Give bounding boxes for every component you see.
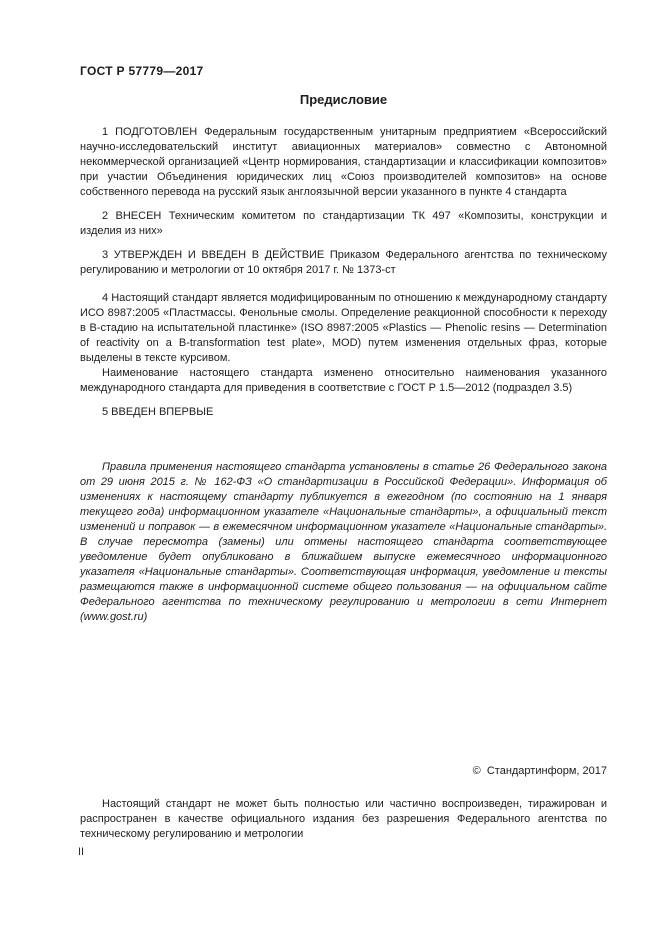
- legal-application-note: Правила применения настоящего стандарта установлены в статье 26 Федерального закона от 29 июня 2015 г. № 162-ФЗ «О стандартизации в Российской Федерации». Информация об изменениях к настоящему стандарту публикуется в ежегодном (по состоянию на 1 января текущего года) информационном указателе «Национальные стандарты», а официальный текст изменений и поправок — в ежемесячном информационном указателе «Национальные стандарты». В случае пересмотра (замены) или отмены настоящего стандарта соответствующее уведомление будет опубликовано в ближайшем выпуске ежемесячного информационного указателя «Национальные стандарты». Соответствующая информация, уведомление и тексты размещаются также в информационной системе общего пользования — на официальном сайте Федерального агентства по техническому регулированию и метрологии в сети Интернет (www.gost.ru): [80, 461, 607, 623]
- preface-item-4: 4 Настоящий стандарт является модифицированным по отношению к международному стандарту ИСО 8987:2005 «Пластмассы. Фенольные смолы. Определение реакционной способности к переходу в В-стадию на испытательной пластинке» (ISO 8987:2005 «Plastics — Phenolic resins — Determination of reactivity on a B-transformation test plate», MOD) путем изменения отдельных фраз, которые выделены в тексте курсивом.: [80, 292, 607, 364]
- preface-content: [80, 64, 607, 625]
- copyright-notice: © Стандартинформ, 2017: [472, 765, 607, 777]
- preface-item-4-note: Наименование настоящего стандарта изменено относительно наименования указанного международного стандарта для приведения в соответствие с ГОСТ Р 1.5—2012 (подраздел 3.5): [80, 367, 607, 394]
- page-title: Предисловие: [299, 92, 388, 107]
- preface-item-5: 5 ВВЕДЕН ВПЕРВЫЕ: [102, 406, 214, 418]
- page-number: II: [78, 846, 85, 858]
- standard-designation: ГОСТ Р 57779—2017: [80, 64, 204, 78]
- preface-item-1: 1 ПОДГОТОВЛЕН Федеральным государственным унитарным предприятием «Всероссийский научно-исследовательский институт авиационных материалов» совместно с Автономной некоммерческой организацией «Центр нормирования, стандартизации и классификации композитов» при участии Объединения юридических лиц «Союз производителей композитов» на основе собственного перевода на русский язык англоязычной версии указанного в пункте 4 стандарта: [80, 126, 607, 198]
- preface-item-2: 2 ВНЕСЕН Техническим комитетом по стандартизации ТК 497 «Композиты, конструкции и изделия из них»: [80, 210, 607, 237]
- preface-item-3: 3 УТВЕРЖДЕН И ВВЕДЕН В ДЕЙСТВИЕ Приказом Федерального агентства по техническому регулированию и метрологии от 10 октября 2017 г. № 1373-ст: [80, 249, 607, 276]
- restriction-notice: Настоящий стандарт не может быть полностью или частично воспроизведен, тиражирован и распространен в качестве официального издания без разрешения Федерального агентства по техническому регулированию и метрологии: [80, 798, 607, 840]
